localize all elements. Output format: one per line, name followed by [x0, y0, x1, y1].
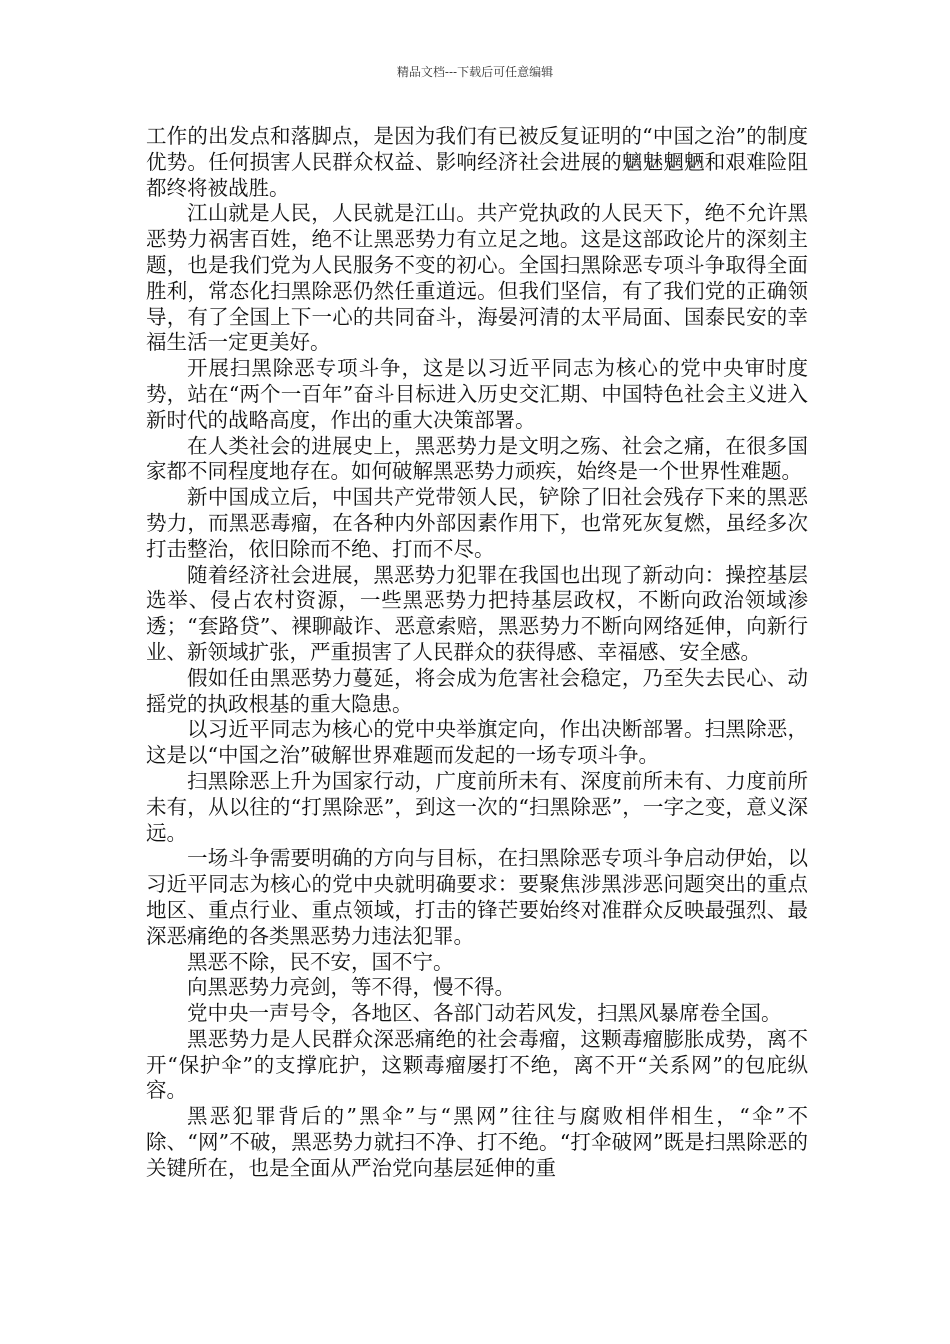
paragraph: 新中国成立后，中国共产党带领人民，铲除了旧社会残存下来的黑恶势力，而黑恶毒瘤，在各种内外部因素作用下，也常死灰复燃，虽经多次打击整治，依旧除而不绝、打而不尽。 — [146, 485, 808, 561]
paragraph: 党中央一声号令，各地区、各部门动若风发，扫黑风暴席卷全国。 — [187, 1001, 782, 1026]
page-header: 精品文档---下载后可任意编辑 — [396, 65, 554, 79]
paragraph: 在人类社会的进展史上，黑恶势力是文明之殇、社会之痛，在很多国家都不同程度地存在。如何破解黑恶势力顽疾，始终是一个世界性难题。 — [146, 433, 808, 484]
paragraph: 黑恶不除，民不安，国不宁。 — [187, 949, 454, 974]
paragraph: 以习近平同志为核心的党中央举旗定向，作出决断部署。扫黑除恶，这是以“中国之治”破解世界难题而发起的一场专项斗争。 — [146, 717, 808, 768]
document-body — [146, 124, 808, 1182]
paragraph: 假如任由黑恶势力蔓延，将会成为危害社会稳定，乃至失去民心、动摇党的执政根基的重大隐患。 — [146, 665, 808, 716]
paragraph: 黑恶势力是人民群众深恶痛绝的社会毒瘤，这颗毒瘤膨胀成势，离不开“保护伞”的支撑庇护，这颗毒瘤屡打不绝，离不开“关系网”的包庇纵容。 — [146, 1026, 808, 1103]
paragraph: 随着经济社会进展，黑恶势力犯罪在我国也出现了新动向：操控基层选举、侵占农村资源，一些黑恶势力把持基层政权，不断向政治领域渗透；“套路贷”、裸聊敲诈、恶意索赔，黑恶势力不断向网络延伸，向新行业、新领域扩张，严重损害了人民群众的获得感、幸福感、安全感。 — [146, 562, 808, 664]
paragraph: 黑恶犯罪背后的”黑伞”与“黑网”往往与腐败相伴相生，“伞”不除、“网”不破，黑恶势力就扫不净、打不绝。“打伞破网”既是扫黑除恶的关键所在，也是全面从严治党向基层延伸的重 — [146, 1104, 808, 1180]
paragraph: 开展扫黑除恶专项斗争，这是以习近平同志为核心的党中央审时度势，站在“两个一百年”奋斗目标进入历史交汇期、中国特色社会主义进入新时代的战略高度，作出的重大决策部署。 — [146, 356, 808, 432]
paragraph: 扫黑除恶上升为国家行动，广度前所未有、深度前所未有、力度前所未有，从以往的“打黑除恶”，到这一次的“扫黑除恶”，一字之变，意义深远。 — [146, 768, 808, 845]
paragraph: 一场斗争需要明确的方向与目标，在扫黑除恶专项斗争启动伊始，以习近平同志为核心的党中央就明确要求：要聚焦涉黑涉恶问题突出的重点地区、重点行业、重点领域，打击的锋芒要始终对准群众反映最强烈、最深恶痛绝的各类黑恶势力违法犯罪。 — [146, 846, 808, 948]
paragraph: 向黑恶势力亮剑，等不得，慢不得。 — [187, 975, 515, 1000]
paragraph: 工作的出发点和落脚点，是因为我们有已被反复证明的“中国之治”的制度优势。任何损害人民群众权益、影响经济社会进展的魑魅魍魉和艰难险阻都终将被战胜。 — [146, 124, 808, 200]
paragraph: 江山就是人民，人民就是江山。共产党执政的人民天下，绝不允许黑恶势力祸害百姓，绝不让黑恶势力有立足之地。这是这部政论片的深刻主题，也是我们党为人民服务不变的初心。全国扫黑除恶专项斗争取得全面胜利，常态化扫黑除恶仍然任重道远。但我们坚信，有了我们党的正确领导，有了全国上下一心的共同奋斗，海晏河清的太平局面、国泰民安的幸福生活一定更美好。 — [146, 201, 808, 355]
